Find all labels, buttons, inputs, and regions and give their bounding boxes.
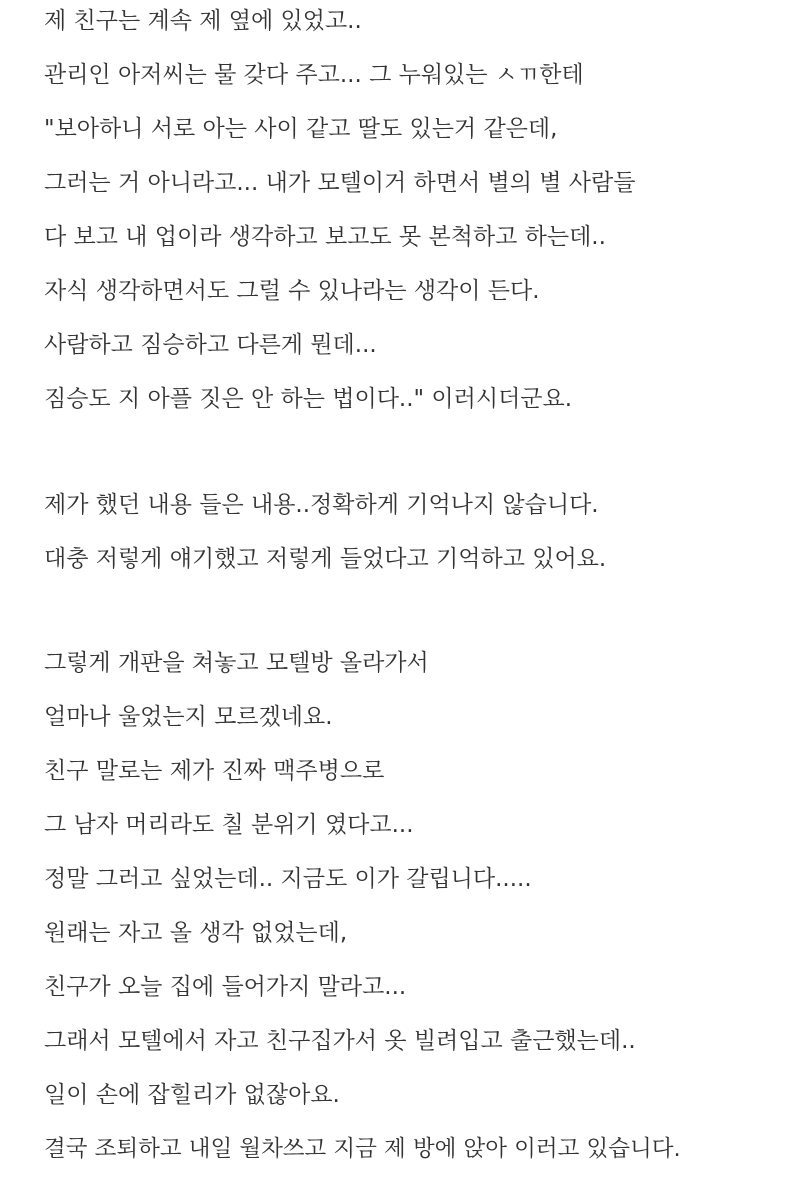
text-line: 원래는 자고 올 생각 없었는데, [44, 920, 348, 946]
text-line: 결국 조퇴하고 내일 월차쓰고 지금 제 방에 앉아 이러고 있습니다. [44, 1136, 681, 1162]
text-line: 그래서 모텔에서 자고 친구집가서 옷 빌려입고 출근했는데.. [44, 1028, 636, 1054]
text-line: 그렇게 개판을 쳐놓고 모텔방 올라가서 [44, 650, 429, 676]
text-line: 일이 손에 잡힐리가 없잖아요. [44, 1082, 340, 1108]
text-line: 제가 했던 내용 들은 내용..정확하게 기억나지 않습니다. [44, 492, 599, 518]
text-line: "보아하니 서로 아는 사이 같고 딸도 있는거 같은데, [44, 116, 558, 142]
text-line: 그러는 거 아니라고... 내가 모텔이거 하면서 별의 별 사람들 [44, 170, 636, 196]
text-line: 얼마나 울었는지 모르겠네요. [44, 704, 333, 730]
text-line: 정말 그러고 싶었는데.. 지금도 이가 갈립니다..... [44, 866, 532, 892]
text-line: 짐승도 지 아플 짓은 안 하는 법이다.." 이러시더군요. [44, 386, 573, 412]
text-line: 친구 말로는 제가 진짜 맥주병으로 [44, 758, 385, 784]
text-line: 관리인 아저씨는 물 갖다 주고... 그 누워있는 ㅅㄲ한테 [44, 62, 584, 88]
text-line: 대충 저렇게 얘기했고 저렇게 들었다고 기억하고 있어요. [44, 546, 607, 572]
text-line: 사람하고 짐승하고 다른게 뭔데... [44, 332, 377, 358]
text-line: 자식 생각하면서도 그럴 수 있나라는 생각이 든다. [44, 278, 540, 304]
text-line: 다 보고 내 업이라 생각하고 보고도 못 본척하고 하는데.. [44, 224, 606, 250]
text-line: 제 친구는 계속 제 옆에 있었고.. [44, 8, 362, 34]
text-line: 그 남자 머리라도 칠 분위기 였다고... [44, 812, 414, 838]
text-line: 친구가 오늘 집에 들어가지 말라고... [44, 974, 407, 1000]
